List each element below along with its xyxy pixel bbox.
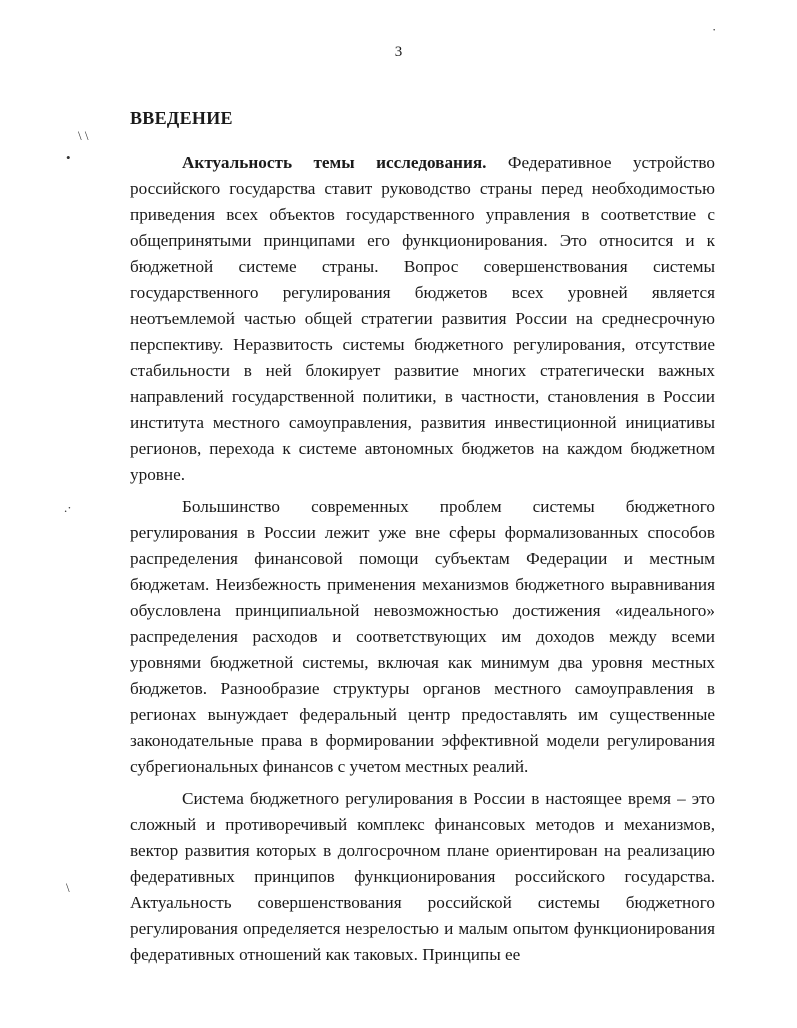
- paragraph-problems: [130, 494, 715, 780]
- paragraph-lead: Актуальность темы исследования.: [182, 153, 487, 172]
- paragraph-system: [130, 786, 715, 968]
- scan-mark: ·: [712, 22, 717, 37]
- page-number: 3: [394, 44, 403, 60]
- paragraph-text: Федеративное устройство российского государства ставит руководство страны перед необходимостью приведения всех объектов государственного управления в соответствие с общепринятыми принципами его функционирования. Это относится и к бюджетной системе страны. Вопрос совершенствования системы государственного регулирования бюджетов всех уровней является неотъемлемой частью общей стратегии развития России на среднесрочную перспективу. Неразвитость системы бюджетного регулирования, отсутствие стабильности в ней блокирует развитие многих стратегически важных направлений государственной политики, в частности, становления в России института местного самоуправления, развития инвестиционной инициативы регионов, перехода к системе автономных бюджетов на каждом бюджетном уровне.: [130, 153, 715, 484]
- paragraph-text: Большинство современных проблем системы бюджетного регулирования в России лежит уже вне сферы формализованных способов распределения финансовой помощи субъектам Федерации и местным бюджетам. Неизбежность применения механизмов бюджетного выравнивания обусловлена принципиальной невозможностью достижения «идеального» распределения расходов и соответствующих им доходов между всеми уровнями бюджетной системы, включая как минимум два уровня местных бюджетов. Разнообразие структуры органов местного самоуправления в регионах вынуждает федеральный центр предоставлять им существенные законодательные права в формировании эффективной модели регулирования субрегиональных финансов с учетом местных реалий.: [130, 497, 715, 776]
- paragraph-relevance: [130, 150, 715, 488]
- scan-mark: \ \: [78, 128, 89, 143]
- body-text: [130, 150, 715, 968]
- section-heading: ВВЕДЕНИЕ: [130, 108, 233, 128]
- scan-mark: \: [66, 880, 70, 895]
- paragraph-text: Система бюджетного регулирования в России в настоящее время – это сложный и противоречивый комплекс финансовых методов и механизмов, вектор развития которых в долгосрочном плане ориентирован на реализацию федеративных принципов функционирования российского государства. Актуальность совершенствования российской системы бюджетного регулирования определяется незрелостью и малым опытом функционирования федеративных отношений как таковых. Принципы ее: [130, 789, 715, 964]
- scan-mark: .·: [64, 500, 72, 515]
- scan-mark: •: [66, 150, 71, 165]
